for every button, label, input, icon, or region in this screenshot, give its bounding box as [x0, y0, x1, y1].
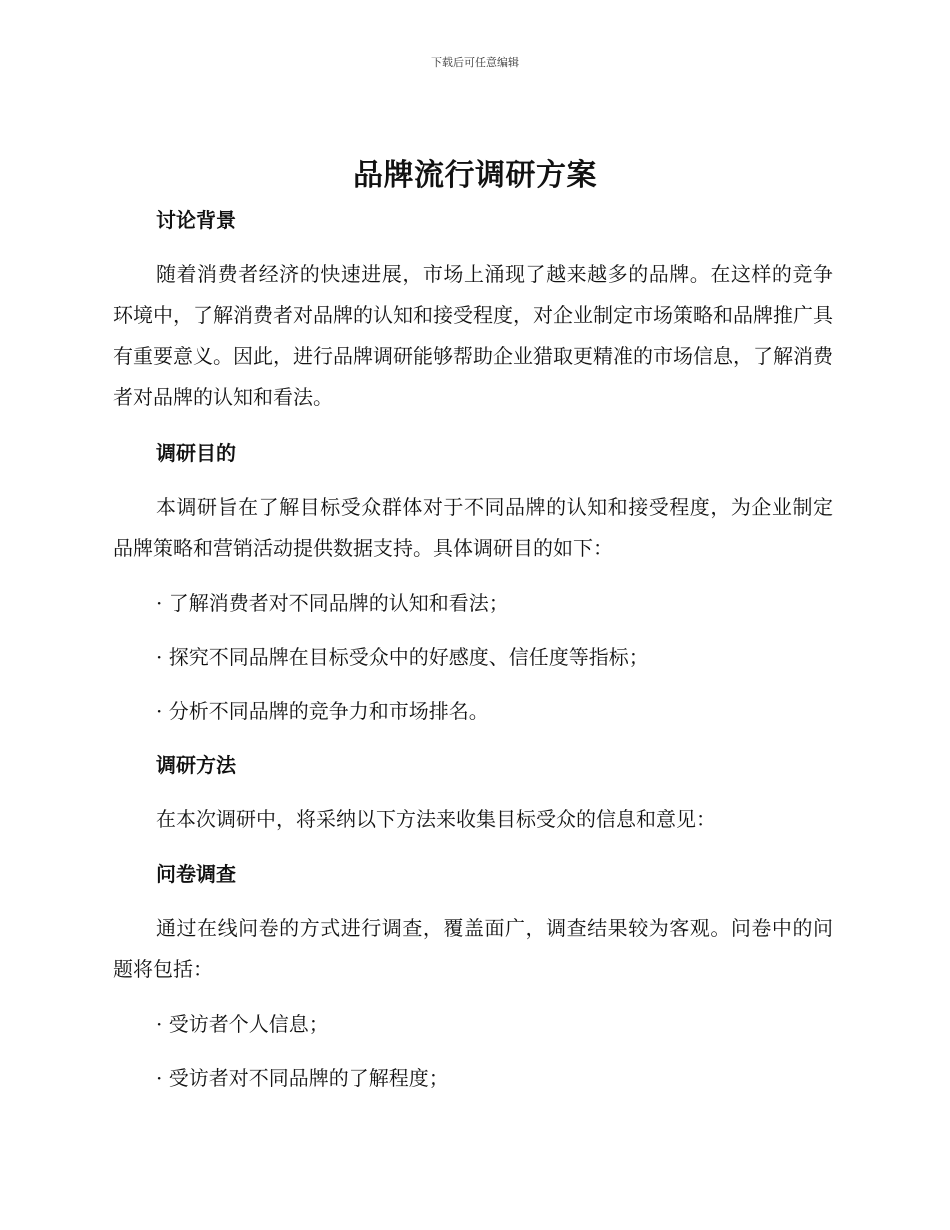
document-title: 品牌流行调研方案: [353, 158, 597, 193]
list-item: · 受访者对不同品牌的了解程度；: [156, 1066, 449, 1090]
header-note: 下载后可任意编辑: [431, 56, 519, 69]
paragraph-purpose: 本调研旨在了解目标受众群体对于不同品牌的认知和接受程度，为企业制定品牌策略和营销活动提供数据支持。具体调研目的如下：: [113, 495, 833, 560]
list-item: · 分析不同品牌的竞争力和市场排名。: [156, 699, 489, 723]
list-item: · 受访者个人信息；: [156, 1012, 329, 1036]
document-body: [113, 200, 833, 1098]
paragraph-method: 在本次调研中，将采纳以下方法来收集目标受众的信息和意见：: [156, 807, 716, 831]
list-item: · 了解消费者对不同品牌的认知和看法；: [156, 591, 509, 615]
paragraph-background: 随着消费者经济的快速进展，市场上涌现了越来越多的品牌。在这样的竞争环境中，了解消费者对品牌的认知和接受程度，对企业制定市场策略和品牌推广具有重要意义。因此，进行品牌调研能够帮助企业猎取更精准的市场信息，了解消费者对品牌的认知和看法。: [113, 262, 833, 409]
paragraph-survey: 通过在线问卷的方式进行调查，覆盖面广，调查结果较为客观。问卷中的问题将包括：: [113, 916, 833, 981]
list-item: · 探究不同品牌在目标受众中的好感度、信任度等指标；: [156, 645, 649, 669]
section-heading-survey: 问卷调查: [156, 862, 236, 886]
section-heading-purpose: 调研目的: [156, 441, 236, 465]
section-heading-method: 调研方法: [156, 753, 236, 777]
section-heading-background: 讨论背景: [156, 208, 236, 232]
